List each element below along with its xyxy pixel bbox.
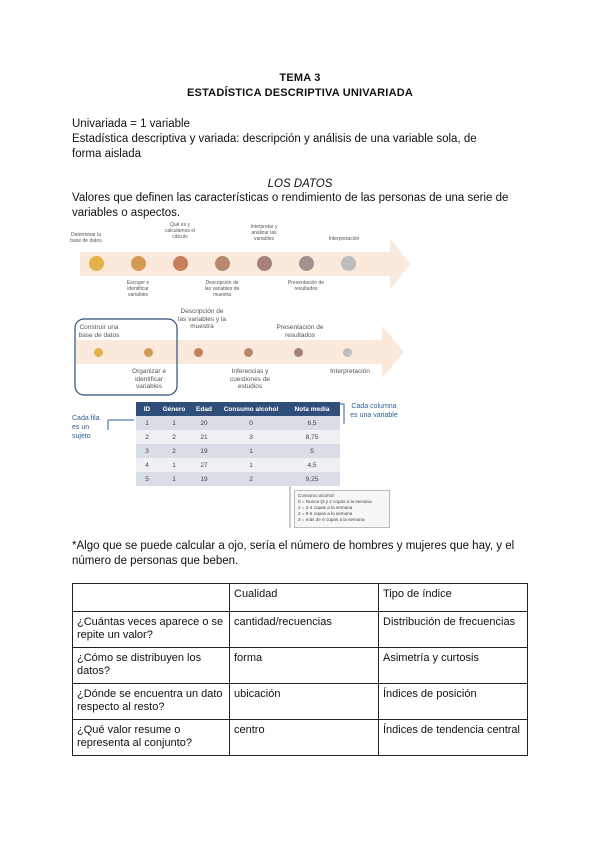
- arrow1-bottom-label: Escoger e identificar variables: [126, 280, 150, 298]
- datos-definition: Valores que definen las características o rendimiento de las personas de una serie de variables o aspectos.: [72, 192, 509, 219]
- table-cell: 1: [158, 416, 190, 430]
- step-dot: [215, 256, 230, 271]
- table-cell: 2: [158, 444, 190, 458]
- arrow2-bottom-label: Interpretación: [330, 368, 370, 375]
- step-dot: [244, 348, 253, 357]
- table-header-row: [73, 584, 528, 612]
- table-cell: 1: [136, 416, 158, 430]
- question-cell: ¿Cómo se distribuyen los datos?: [73, 648, 230, 684]
- table-cell: 6,5: [284, 416, 340, 430]
- arrow2-top-label: Descripción de las variables y la muestra: [177, 308, 227, 330]
- table-cell: 2: [218, 472, 284, 486]
- table-row: [136, 444, 340, 458]
- table-cell: 4: [136, 458, 158, 472]
- intro-line-1: Univariada = 1 variable: [72, 118, 190, 130]
- step-dot: [94, 348, 103, 357]
- table-header-cell: Cualidad: [230, 584, 379, 612]
- table-cell: 5: [284, 444, 340, 458]
- legend-box: [294, 490, 390, 528]
- step-dot: [257, 256, 272, 271]
- question-cell: ¿Dónde se encuentra un dato respecto al resto?: [73, 684, 230, 720]
- table-cell: 2: [158, 430, 190, 444]
- section-heading-datos: LOS DATOS: [267, 178, 333, 190]
- table-row: [136, 458, 340, 472]
- note-paragraph: *Algo que se puede calcular a ojo, sería el número de hombres y mujeres que hay, y el número de personas que beben.: [72, 540, 515, 567]
- table-cell: 1: [158, 472, 190, 486]
- table-cell: 4,5: [284, 458, 340, 472]
- table-cell: 1: [158, 458, 190, 472]
- arrow2-bottom-label: Inferencias y cuestiones de estudios: [229, 368, 271, 390]
- data-table: [136, 402, 340, 486]
- arrow1-top-label: Qué es y calculamos el cálculo: [164, 222, 196, 240]
- question-cell: ¿Cuántas veces aparece o se repite un valor?: [73, 612, 230, 648]
- step-dot: [294, 348, 303, 357]
- arrow1-bottom-label: Descripción de las variables de muestra: [204, 280, 240, 298]
- table-cell: 0: [218, 416, 284, 430]
- index-type-cell: Índices de posición: [379, 684, 528, 720]
- quality-cell: cantidad/recuencias: [230, 612, 379, 648]
- step-dot: [131, 256, 146, 271]
- table-cell: 21: [190, 430, 218, 444]
- index-type-cell: Distribución de frecuencias: [379, 612, 528, 648]
- table-cell: 19: [190, 444, 218, 458]
- page-title: ESTADÍSTICA DESCRIPTIVA UNIVARIADA: [187, 87, 413, 99]
- arrow2-bottom-label: Organizar e identificar variables: [132, 368, 166, 390]
- step-dot: [343, 348, 352, 357]
- column-header: Género: [158, 402, 190, 416]
- topic-heading: TEMA 3: [279, 72, 321, 84]
- table-cell: 1: [218, 444, 284, 458]
- step-dot: [89, 256, 104, 271]
- legend-line: 2 = 5-6 copas a la semana: [298, 511, 353, 516]
- column-header: Consumo alcohol: [218, 402, 284, 416]
- column-header: Nota media: [284, 402, 340, 416]
- step-dot: [194, 348, 203, 357]
- column-header: Edad: [190, 402, 218, 416]
- legend-line: 0 = Nunca (0 y 2 copas a la semana: [298, 499, 372, 504]
- table-header-cell: Tipo de índice: [379, 584, 528, 612]
- step-dot: [173, 256, 188, 271]
- question-cell: ¿Qué valor resume o representa al conjunto?: [73, 720, 230, 756]
- arrow1-top-label: Interpretación: [328, 236, 360, 242]
- quality-cell: centro: [230, 720, 379, 756]
- column-annotation: Cada columna es una variable: [350, 403, 398, 419]
- arrow2-top-label: Presentación de resultados: [276, 324, 324, 339]
- index-type-cell: Asimetría y curtosis: [379, 648, 528, 684]
- table-cell: 2: [136, 430, 158, 444]
- table-cell: 1: [218, 458, 284, 472]
- process-diagram-1: [72, 222, 412, 300]
- quality-cell: forma: [230, 648, 379, 684]
- table-cell: 3: [218, 430, 284, 444]
- table-cell: 9,25: [284, 472, 340, 486]
- legend-line: Consumo alcohol:: [298, 493, 335, 498]
- legend-line: 1 = 3-4 copas a la semana: [298, 505, 353, 510]
- table-row: [136, 472, 340, 486]
- highlight-box-label: Construir una base de datos: [78, 324, 120, 339]
- table-cell: 20: [190, 416, 218, 430]
- legend-line: 3 = más de 6 copas a la semana: [298, 517, 365, 522]
- table-header-cell: [73, 584, 230, 612]
- table-cell: 8,75: [284, 430, 340, 444]
- arrow1-top-label: Determinar la base de datos: [70, 232, 102, 244]
- step-dot: [299, 256, 314, 271]
- table-row: [73, 720, 528, 756]
- table-row: [73, 612, 528, 648]
- process-diagram-2: [72, 306, 408, 398]
- data-table-figure: [72, 400, 412, 530]
- table-cell: 27: [190, 458, 218, 472]
- table-cell: 19: [190, 472, 218, 486]
- intro-line-2: Estadística descriptiva y variada: descripción y análisis de una variable sola, de forma aislada: [72, 133, 477, 160]
- quality-cell: ubicación: [230, 684, 379, 720]
- table-row: [73, 648, 528, 684]
- step-dot: [144, 348, 153, 357]
- table-cell: 3: [136, 444, 158, 458]
- row-annotation: Cada fila es un sujeto: [72, 415, 100, 440]
- index-type-cell: Índices de tendencia central: [379, 720, 528, 756]
- column-header: ID: [136, 402, 158, 416]
- arrow1-bottom-label: Presentación de resultados: [287, 280, 325, 292]
- table-row: [136, 430, 340, 444]
- summary-table: [72, 583, 528, 756]
- table-row: [73, 684, 528, 720]
- step-dot: [341, 256, 356, 271]
- table-row: [136, 416, 340, 430]
- arrow1-top-label: Interpretar y analizar las variables: [250, 224, 278, 242]
- table-cell: 5: [136, 472, 158, 486]
